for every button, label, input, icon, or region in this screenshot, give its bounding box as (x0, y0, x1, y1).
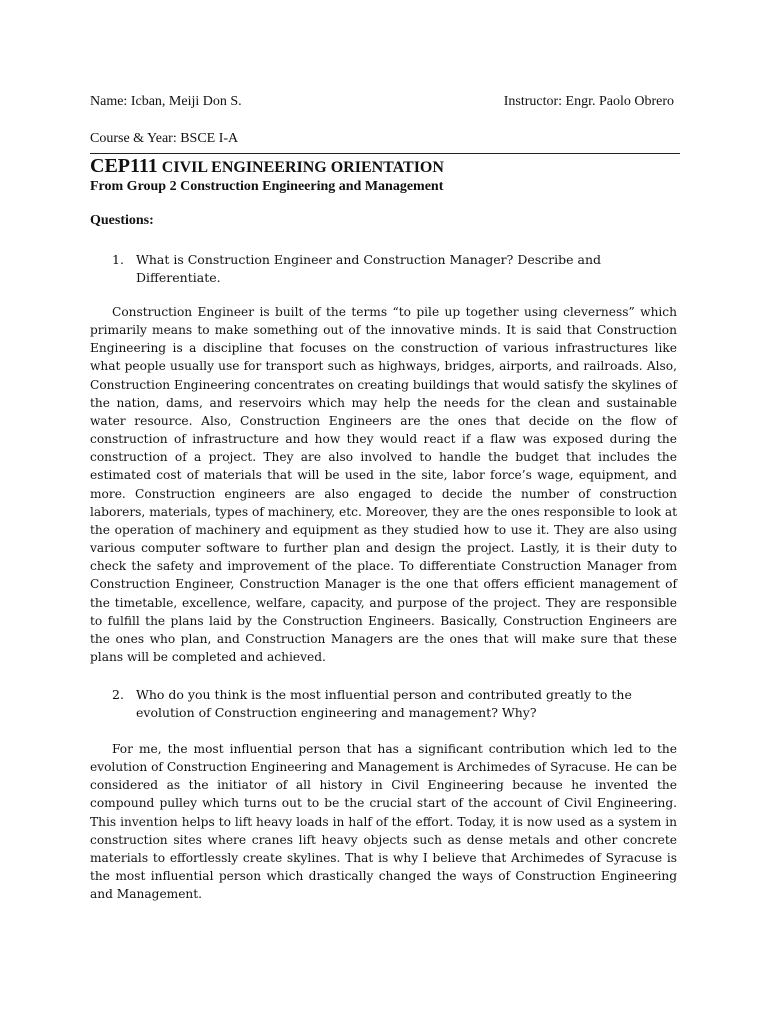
question-1 (112, 251, 632, 287)
answer-1-paragraph: Construction Engineer is built of the terms “to pile up together using cleverness” which primarily means to make something out of the innovative minds. It is said that Construction Engineering is a discipline that focuses on the construction of various infrastructures like what people usually use for transport such as highways, bridges, airports, and railroads. Also, Construction Engineering concentrates on creating buildings that would satisfy the skylines of the nation, dams, and reservoirs which may help the needs for the clean and sustainable water resource. Also, Construction Engineers are the ones that decide on the flow of construction of infrastructure and how they would react if a flaw was exposed during the construction of a project. They are also involved to handle the budget that includes the estimated cost of materials that will be used in the site, labor force’s wage, equipment, and more. Construction engineers are also engaged to decide the number of construction laborers, materials, types of machinery, etc. Moreover, they are the ones responsible to look at the operation of machinery and equipment as they studied how to use it. They are also using various computer software to further plan and design the project. Lastly, it is their duty to check the safety and improvement of the place. To differentiate Construction Manager from Construction Engineer, Construction Manager is the one that offers efficient management of the timetable, excellence, welfare, capacity, and purpose of the project. They are responsible to fulfill the plans laid by the Construction Engineers. Basically, Construction Engineers are the ones who plan, and Construction Managers are the ones that will make sure that these plans will be completed and achieved. (90, 305, 677, 664)
header-row-name-instructor (90, 94, 680, 110)
header-row-course (90, 131, 680, 147)
question-text: Who do you think is the most influential person and contributed greatly to the evolution of Construction engineering and management? Why? (136, 687, 632, 720)
question-2 (112, 686, 632, 722)
course-title: CIVIL ENGINEERING ORIENTATION (161, 159, 444, 176)
document-subtitle: From Group 2 Construction Engineering and Management (90, 179, 444, 194)
document-title (90, 155, 444, 178)
student-name: Name: Icban, Meiji Don S. (90, 94, 242, 109)
question-text: What is Construction Engineer and Construction Manager? Describe and Differentiate. (136, 252, 602, 285)
question-number: 2. (112, 687, 124, 702)
instructor-name: Instructor: Engr. Paolo Obrero (503, 94, 674, 109)
question-number: 1. (112, 252, 124, 267)
course-code: CEP111 (90, 155, 158, 177)
course-year: Course & Year: BSCE I-A (90, 131, 239, 146)
answer-2-paragraph: For me, the most influential person that has a significant contribution which led to the evolution of Construction Engineering and Management is Archimedes of Syracuse. He can be considered as the initiator of all history in Civil Engineering because he invented the compound pulley which turns out to be the crucial start of the account of Civil Engineering. This invention helps to lift heavy loads in half of the effort. Today, it is now used as a system in construction sites where cranes lift heavy objects such as dense metals and other concrete materials to effortlessly create skylines. That is why I believe that Archimedes of Syracuse is the most influential person which drastically changed the ways of Construction Engineering and Management. (90, 742, 677, 902)
header-divider (90, 153, 680, 154)
questions-heading: Questions: (90, 213, 154, 228)
